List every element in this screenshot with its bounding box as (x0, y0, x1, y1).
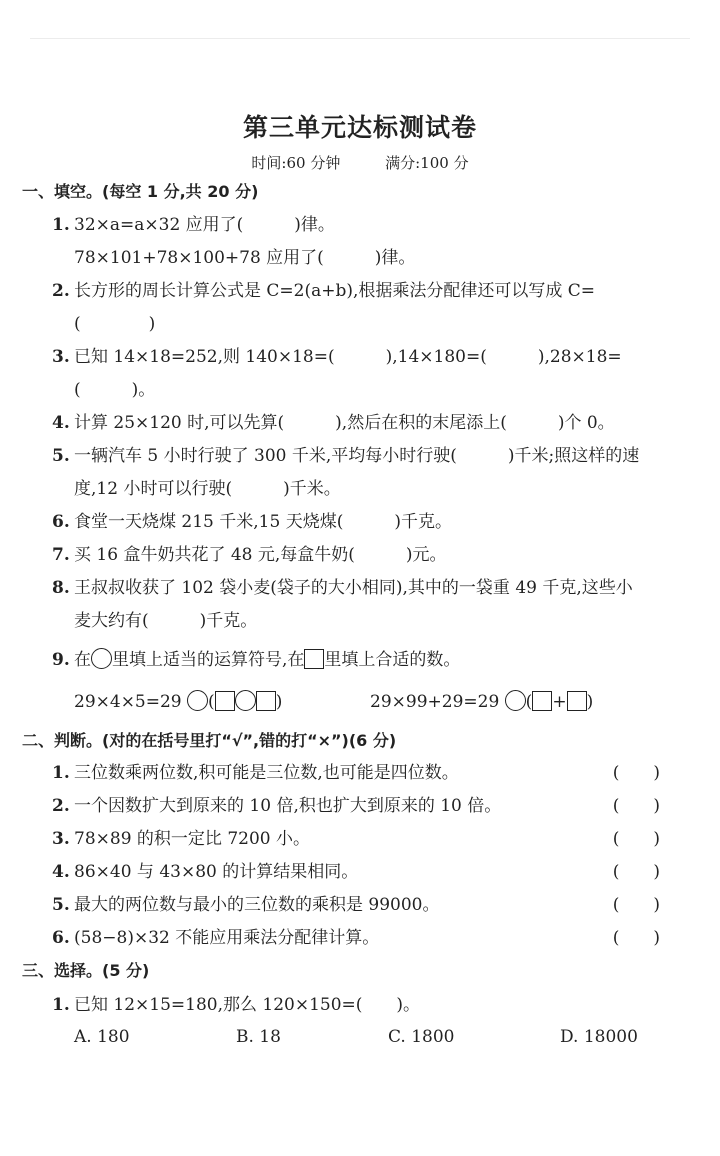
answer-paren[interactable]: ( ) (612, 928, 660, 948)
judge-item-2: 2. 一个因数扩大到原来的 10 倍,积也扩大到原来的 10 倍。 ( ) (52, 796, 660, 816)
question-2-line-2: ( ) (74, 314, 156, 334)
question-9: 9. 在 里填上适当的运算符号,在 里填上合适的数。 (52, 650, 461, 670)
judge-item-6: 6. (58−8)×32 不能应用乘法分配律计算。 ( ) (52, 928, 660, 948)
answer-paren[interactable]: ( ) (612, 895, 660, 915)
question-6: 6. 食堂一天烧煤 215 千米,15 天烧煤( )千克。 (52, 512, 452, 532)
question-4: 4. 计算 25×120 时,可以先算( ),然后在积的末尾添上( )个 0。 (52, 413, 615, 433)
answer-paren[interactable]: ( ) (612, 862, 660, 882)
question-7: 7. 买 16 盒牛奶共花了 48 元,每盒牛奶( )元。 (52, 545, 447, 565)
question-2: 2. 长方形的周长计算公式是 C=2(a+b),根据乘法分配律还可以写成 C= (52, 281, 596, 301)
section-2-heading: 二、判断。(对的在括号里打“√”,错的打“×”)(6 分) (22, 731, 397, 750)
question-5-line-2: 度,12 小时可以行驶( )千米。 (74, 479, 341, 499)
question-3-line-2: ( )。 (74, 380, 156, 400)
number-box[interactable] (215, 691, 235, 711)
answer-paren[interactable]: ( ) (612, 829, 660, 849)
square-blank-icon (304, 649, 324, 669)
option-a[interactable]: A. 180 (74, 1027, 130, 1047)
judge-item-1: 1. 三位数乘两位数,积可能是三位数,也可能是四位数。 ( ) (52, 763, 660, 783)
judge-item-4: 4. 86×40 与 43×80 的计算结果相同。 ( ) (52, 862, 660, 882)
operator-circle[interactable] (235, 690, 256, 711)
answer-paren[interactable]: ( ) (612, 796, 660, 816)
option-d[interactable]: D. 18000 (560, 1027, 638, 1047)
choice-question-1: 1. 已知 12×15=180,那么 120×150=( )。 (52, 995, 421, 1015)
exam-meta (0, 152, 720, 173)
number-box[interactable] (256, 691, 276, 711)
section-3-heading: 三、选择。(5 分) (22, 961, 150, 980)
equation-1: 29×4×5=29 ( ) (74, 692, 283, 712)
question-3: 3. 已知 14×18=252,则 140×18=( ),14×180=( ),28×18= (52, 347, 622, 367)
judge-item-3: 3. 78×89 的积一定比 7200 小。 ( ) (52, 829, 660, 849)
number-box[interactable] (567, 691, 587, 711)
judge-item-5: 5. 最大的两位数与最小的三位数的乘积是 99000。 ( ) (52, 895, 660, 915)
question-8-line-2: 麦大约有( )千克。 (74, 611, 258, 631)
question-1-line-2: 78×101+78×100+78 应用了( )律。 (74, 248, 416, 268)
option-b[interactable]: B. 18 (236, 1027, 281, 1047)
time-limit: 时间:60 分钟 (251, 154, 341, 172)
equation-2: 29×99+29=29 ( + ) (370, 692, 594, 712)
question-8: 8. 王叔叔收获了 102 袋小麦(袋子的大小相同),其中的一袋重 49 千克,这些小 (52, 578, 633, 598)
operator-circle[interactable] (505, 690, 526, 711)
full-score: 满分:100 分 (385, 154, 469, 172)
section-1-heading: 一、填空。(每空 1 分,共 20 分) (22, 182, 259, 201)
top-rule (30, 38, 690, 39)
option-c[interactable]: C. 1800 (388, 1027, 455, 1047)
answer-paren[interactable]: ( ) (612, 763, 660, 783)
question-1: 1. 32×a=a×32 应用了( )律。 (52, 215, 335, 235)
operator-circle[interactable] (187, 690, 208, 711)
circle-blank-icon (91, 648, 112, 669)
number-box[interactable] (532, 691, 552, 711)
page-title: 第三单元达标测试卷 (242, 113, 477, 142)
question-5: 5. 一辆汽车 5 小时行驶了 300 千米,平均每小时行驶( )千米;照这样的速 (52, 446, 640, 466)
